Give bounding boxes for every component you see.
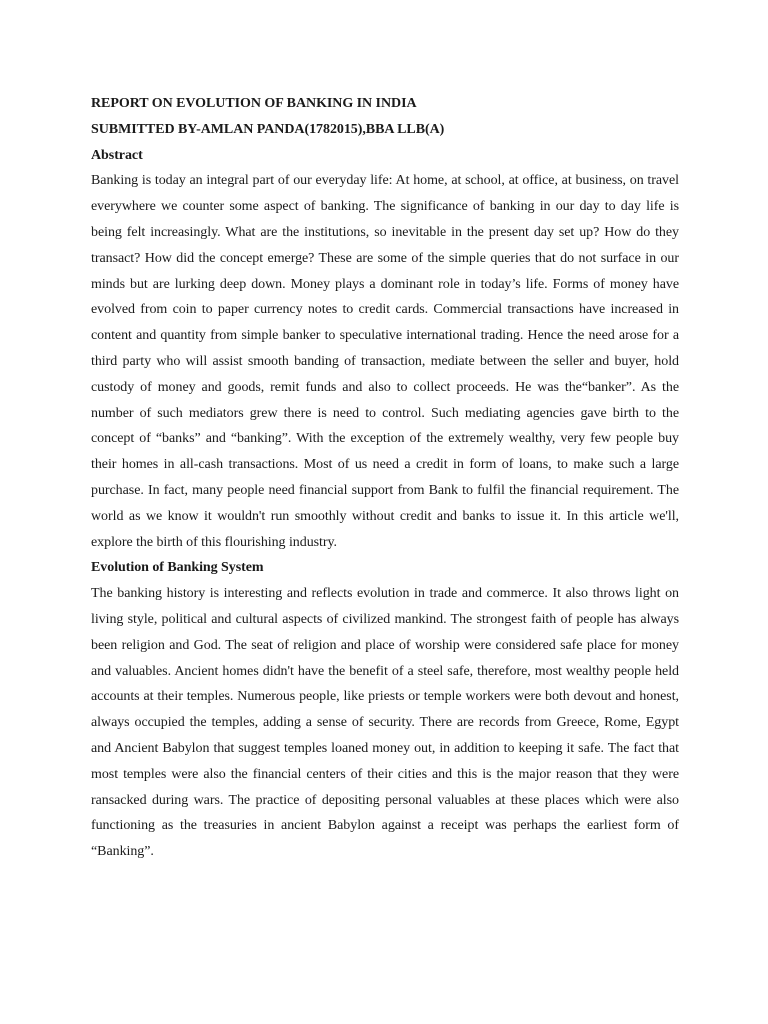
submitted-by-line: SUBMITTED BY-AMLAN PANDA(1782015),BBA LLB(A) <box>91 121 445 137</box>
document-page <box>91 91 679 865</box>
report-title: REPORT ON EVOLUTION OF BANKING IN INDIA <box>91 96 417 111</box>
abstract-paragraph: Banking is today an integral part of our everyday life: At home, at school, at office, at business, on travel everywhere we counter some aspect of banking. The significance of banking in our day to day life is being felt increasingly. What are the institutions, so inevitable in the present day set up? How do they transact? How did the concept emerge? These are some of the simple queries that do not surface in our minds but are lurking deep down. Money plays a dominant role in today’s life. Forms of money have evolved from coin to paper currency notes to credit cards. Commercial transactions have increased in content and quantity from simple banker to speculative international trading. Hence the need arose for a third party who will assist smooth banding of transaction, mediate between the seller and buyer, hold custody of money and goods, remit funds and also to collect proceeds. He was the“banker”. As the number of such mediators grew there is need to control. Such mediating agencies gave birth to the concept of “banks” and “banking”. With the exception of the extremely wealthy, very few people buy their homes in all-cash transactions. Most of us need a credit in form of loans, to make such a large purchase. In fact, many people need financial support from Bank to fulfil the financial requirement. The world as we know it wouldn't run smoothly without credit and banks to issue it. In this article we'll, explore the birth of this flourishing industry. <box>91 173 679 550</box>
abstract-heading: Abstract <box>91 147 143 163</box>
evolution-heading: Evolution of Banking System <box>91 560 264 576</box>
evolution-paragraph: The banking history is interesting and reflects evolution in trade and commerce. It also throws light on living style, political and cultural aspects of civilized mankind. The strongest faith of people has always been religion and God. The seat of religion and place of worship were considered safe place for money and valuables. Ancient homes didn't have the benefit of a steel safe, therefore, most wealthy people held accounts at their temples. Numerous people, like priests or temple workers were both devout and honest, always occupied the temples, adding a sense of security. There are records from Greece, Rome, Egypt and Ancient Babylon that suggest temples loaned money out, in addition to keeping it safe. The fact that most temples were also the financial centers of their cities and this is the major reason that they were ransacked during wars. The practice of depositing personal valuables at these places which were also functioning as the treasuries in ancient Babylon against a receipt was perhaps the earliest form of “Banking”. <box>91 586 679 860</box>
